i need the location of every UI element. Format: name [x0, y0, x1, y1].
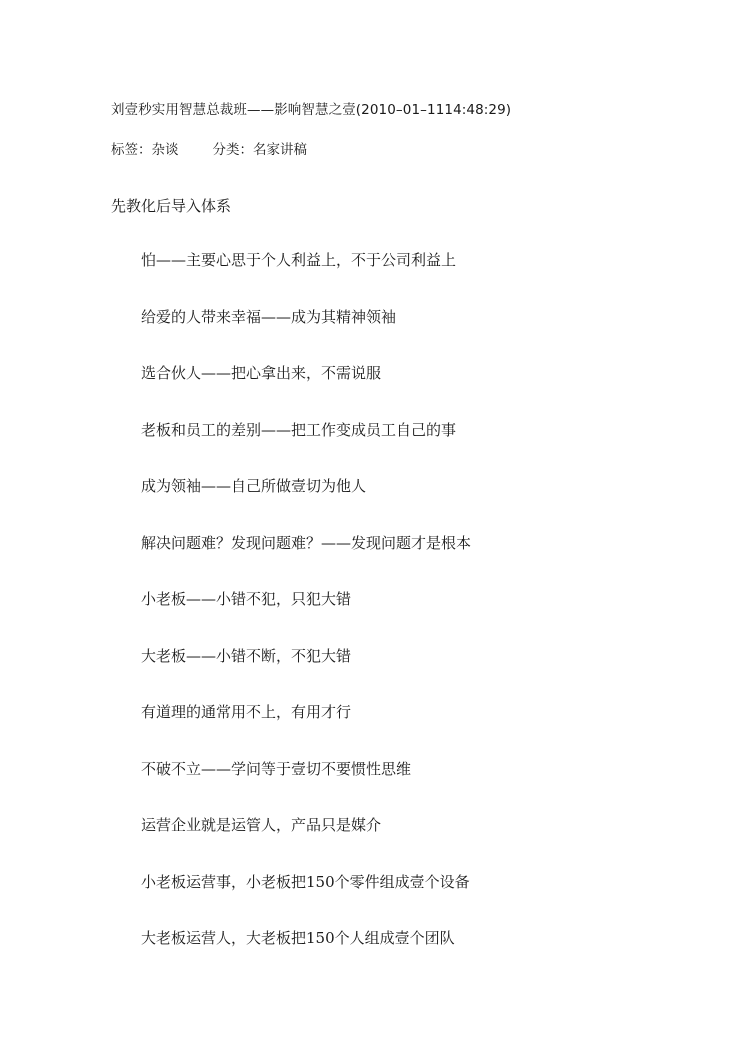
document-title: 刘壹秒实用智慧总裁班——影响智慧之壹(2010–01–1114:48:29) [111, 102, 512, 118]
list-item: 不破不立——学问等于壹切不要惯性思维 [141, 759, 412, 778]
list-item: 有道理的通常用不上，有用才行 [141, 703, 352, 721]
list-item: 老板和员工的差别——把工作变成员工自己的事 [141, 420, 457, 439]
document-meta [111, 138, 307, 158]
list-item: 大老板——小错不断，不犯大错 [141, 646, 352, 665]
section-heading: 先教化后导入体系 [111, 197, 232, 215]
point-list [141, 250, 471, 985]
list-item: 成为领袖——自己所做壹切为他人 [141, 477, 367, 495]
list-item: 大老板运营人，大老板把150个人组成壹个团队 [141, 929, 455, 947]
list-item: 选合伙人——把心拿出来，不需说服 [141, 364, 382, 382]
list-item: 给爱的人带来幸福——成为其精神领袖 [141, 307, 397, 326]
list-item: 运营企业就是运管人，产品只是媒介 [141, 816, 382, 834]
list-item: 小老板——小错不犯，只犯大错 [141, 590, 352, 608]
tags-label: 标签：杂谈 [111, 142, 179, 158]
category-label: 分类：名家讲稿 [212, 142, 307, 158]
list-item: 小老板运营事，小老板把150个零件组成壹个设备 [141, 872, 470, 891]
list-item: 怕——主要心思于个人利益上，不于公司利益上 [141, 251, 457, 269]
list-item: 解决问题难？发现问题难？——发现问题才是根本 [141, 533, 472, 552]
